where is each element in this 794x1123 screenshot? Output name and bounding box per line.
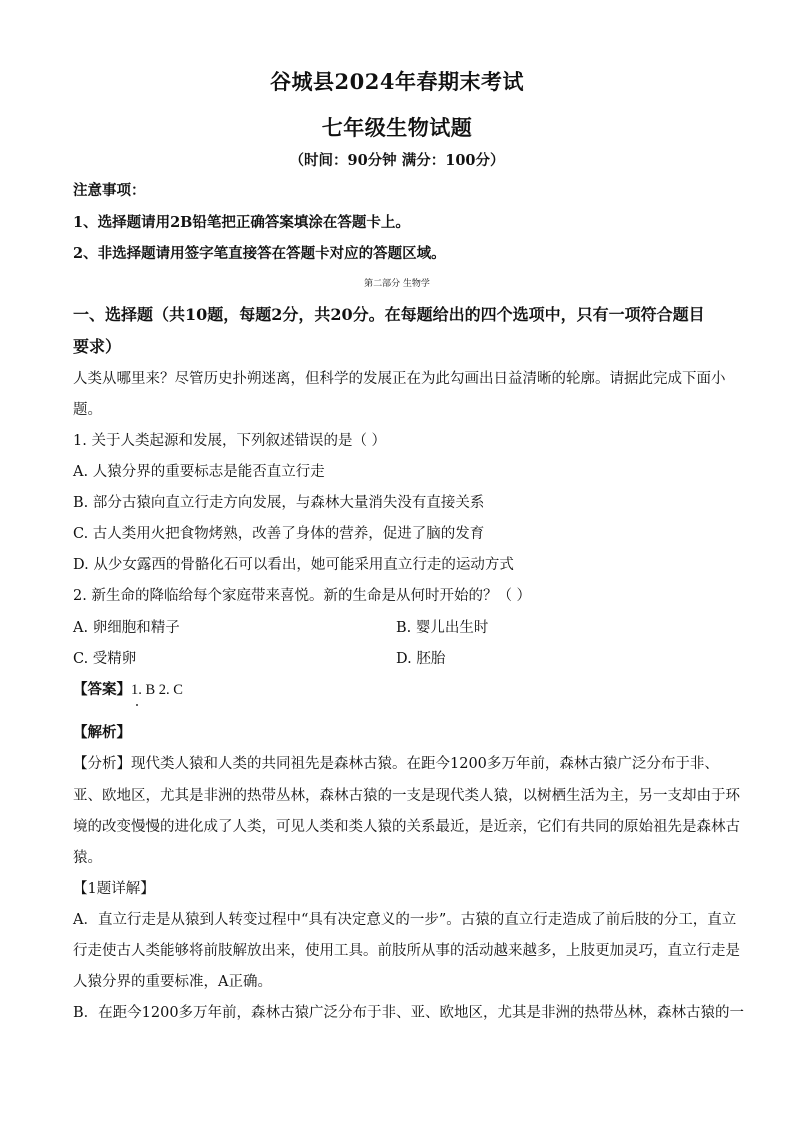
analysis-text: 亚、欧地区，尤其是非洲的热带丛林，森林古猿的一支是现代类人猿，以树栖生活为主，另一支却由于环 bbox=[73, 788, 740, 804]
detail-text: 行走使古人类能够将前肢解放出来，使用工具。前肢所从事的活动越来越多，上肢更加灵巧，直立行走是 bbox=[73, 943, 740, 959]
question-2-option-a: A. 卵细胞和精子 bbox=[73, 620, 180, 636]
question-2-option-c: C. 受精卵 bbox=[73, 651, 137, 667]
answer-mark bbox=[136, 704, 138, 706]
detail-heading: 【1题详解】 bbox=[73, 881, 155, 897]
question-1-option-b: B. 部分古猿向直立行走方向发展，与森林大量消失没有直接关系 bbox=[73, 495, 485, 511]
question-1-option-c: C. 古人类用火把食物烤熟，改善了身体的营养，促进了脑的发育 bbox=[73, 526, 485, 542]
exam-info: （时间：90分钟 满分：100分） bbox=[289, 152, 505, 169]
part-one-heading-cont: 要求） bbox=[73, 337, 122, 356]
answer-values: 1. B 2. C bbox=[131, 682, 183, 698]
question-1-stem: 1. 关于人类起源和发展，下列叙述错误的是（ ） bbox=[73, 433, 387, 449]
question-2-stem: 2. 新生命的降临给每个家庭带来喜悦。新的生命是从何时开始的？（ ） bbox=[73, 588, 532, 604]
notes-heading: 注意事项： bbox=[73, 182, 146, 199]
analysis-text: 猿。 bbox=[73, 850, 102, 866]
answer-line bbox=[73, 680, 723, 700]
question-2-option-b: B. 婴儿出生时 bbox=[396, 620, 489, 636]
analysis-text: 境的改变慢慢的进化成了人类，可见人类和类人猿的关系最近，是近亲，它们有共同的原始祖先是森林古 bbox=[73, 819, 740, 835]
intro-text-cont: 题。 bbox=[73, 402, 102, 418]
exam-title: 谷城县2024年春期末考试 bbox=[270, 69, 524, 94]
section-title: 第二部分 生物学 bbox=[364, 279, 430, 289]
analysis-text: 【分析】现代类人猿和人类的共同祖先是森林古猿。在距今1200多万年前，森林古猿广泛分布于非、 bbox=[73, 756, 719, 772]
notes-item: 1、选择题请用2B铅笔把正确答案填涂在答题卡上。 bbox=[73, 214, 410, 231]
question-1-option-d: D. 从少女露西的骨骼化石可以看出，她可能采用直立行走的运动方式 bbox=[73, 557, 514, 573]
question-2-option-d: D. 胚胎 bbox=[396, 651, 446, 667]
detail-text: 人猿分界的重要标准，A正确。 bbox=[73, 974, 272, 990]
part-one-heading: 一、选择题（共10题，每题2分，共20分。在每题给出的四个选项中，只有一项符合题目 bbox=[73, 305, 705, 324]
question-1-option-a: A. 人猿分界的重要标志是能否直立行走 bbox=[73, 464, 325, 480]
analysis-label: 【解析】 bbox=[73, 724, 131, 741]
notes-item: 2、非选择题请用签字笔直接答在答题卡对应的答题区域。 bbox=[73, 245, 446, 262]
intro-text: 人类从哪里来？尽管历史扑朔迷离，但科学的发展正在为此勾画出日益清晰的轮廓。请据此完成下面小 bbox=[73, 371, 726, 387]
answer-label: 【答案】 bbox=[73, 681, 131, 698]
detail-text: A．直立行走是从猿到人转变过程中“具有决定意义的一步”。古猿的直立行走造成了前后肢的分工，直立 bbox=[73, 912, 737, 928]
detail-text: B．在距今1200多万年前，森林古猿广泛分布于非、亚、欧地区，尤其是非洲的热带丛林，森林古猿的一 bbox=[73, 1005, 745, 1021]
exam-subtitle: 七年级生物试题 bbox=[321, 115, 473, 140]
